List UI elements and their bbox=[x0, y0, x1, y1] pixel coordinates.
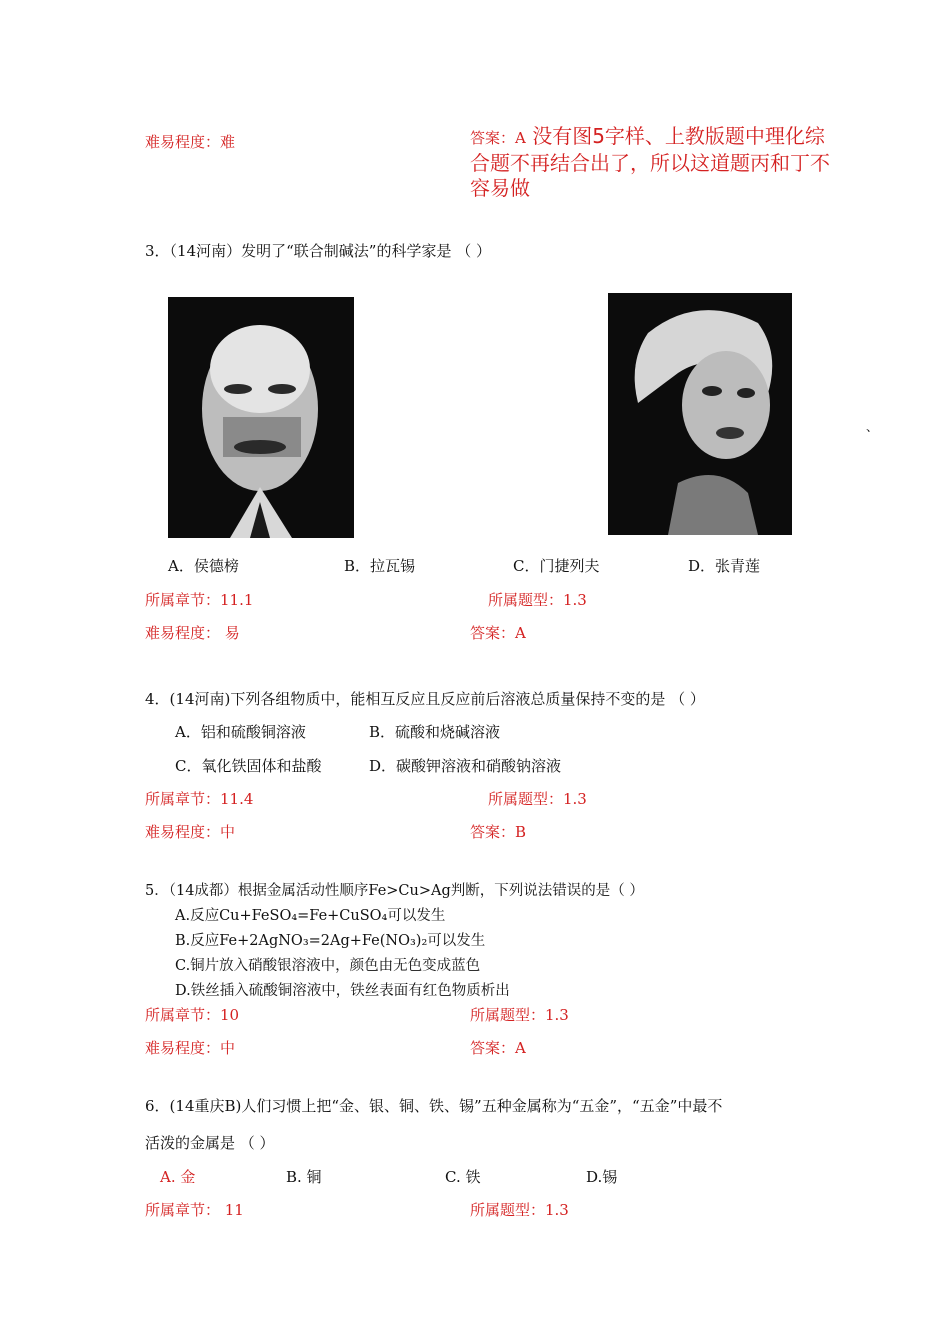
q2-difficulty: 难易程度：难 bbox=[145, 133, 236, 151]
stray-mark: 、 bbox=[866, 420, 879, 434]
q3-option-d: D．张青莲 bbox=[688, 557, 761, 575]
q6-type: 所属题型：1.3 bbox=[470, 1201, 569, 1219]
q6-option-c: C. 铁 bbox=[445, 1168, 481, 1186]
q5-difficulty: 难易程度：中 bbox=[145, 1039, 236, 1057]
portrait-photo-left bbox=[168, 297, 354, 538]
q6-chapter: 所属章节： 11 bbox=[145, 1201, 244, 1219]
q6-stem-line1: 6．(14重庆B)人们习惯上把“金、银、铜、铁、锡”五种金属称为“五金”，“五金”中最不 bbox=[145, 1097, 723, 1115]
q3-option-c: C．门捷列夫 bbox=[513, 557, 600, 575]
q5-answer: 答案：A bbox=[470, 1039, 526, 1057]
q4-difficulty: 难易程度：中 bbox=[145, 823, 236, 841]
q3-difficulty: 难易程度： 易 bbox=[145, 624, 240, 642]
portrait-photo-right bbox=[608, 293, 792, 535]
q4-stem: 4．(14河南)下列各组物质中，能相互反应且反应前后溶液总质量保持不变的是 （ ） bbox=[145, 690, 705, 708]
q5-type: 所属题型：1.3 bbox=[470, 1006, 569, 1024]
q4-chapter: 所属章节：11.4 bbox=[145, 790, 254, 808]
q5-chapter: 所属章节：10 bbox=[145, 1006, 240, 1024]
q3-answer: 答案：A bbox=[470, 624, 526, 642]
q3-option-b: B．拉瓦锡 bbox=[344, 557, 416, 575]
q5-stem: 5．（14成都）根据金属活动性顺序Fe>Cu>Ag判断，下列说法错误的是（ ） bbox=[145, 883, 644, 899]
q4-option-d: D．碳酸钾溶液和硝酸钠溶液 bbox=[369, 757, 562, 775]
q6-stem-line2: 活泼的金属是 （ ） bbox=[145, 1134, 275, 1152]
q3-type: 所属题型：1.3 bbox=[488, 591, 587, 609]
q2-answer-note bbox=[470, 124, 830, 201]
q5-option-d: D.铁丝插入硫酸铜溶液中，铁丝表面有红色物质析出 bbox=[175, 983, 510, 999]
q6-option-b: B. 铜 bbox=[286, 1168, 322, 1186]
q5-option-c: C.铜片放入硝酸银溶液中，颜色由无色变成蓝色 bbox=[175, 958, 481, 974]
q6-option-a: A. 金 bbox=[160, 1168, 196, 1186]
q5-option-a: A.反应Cu+FeSO₄=Fe+CuSO₄可以发生 bbox=[175, 908, 446, 924]
q2-answer: 答案：A bbox=[470, 129, 526, 147]
q4-option-a: A．铝和硫酸铜溶液 bbox=[175, 723, 306, 741]
q4-option-b: B．硫酸和烧碱溶液 bbox=[369, 723, 501, 741]
q4-type: 所属题型：1.3 bbox=[488, 790, 587, 808]
q3-option-a: A．侯德榜 bbox=[168, 557, 239, 575]
q6-option-d: D.锡 bbox=[586, 1168, 618, 1186]
q4-answer: 答案：B bbox=[470, 823, 527, 841]
q2-note: 没有图5字样、上教版题中理化综合题不再结合出了，所以这道题丙和丁不容易做 bbox=[470, 124, 830, 200]
q3-stem: 3．（14河南）发明了“联合制碱法”的科学家是 （ ） bbox=[145, 242, 492, 260]
q3-chapter: 所属章节：11.1 bbox=[145, 591, 254, 609]
q5-option-b: B.反应Fe+2AgNO₃=2Ag+Fe(NO₃)₂可以发生 bbox=[175, 933, 486, 949]
q4-option-c: C．氧化铁固体和盐酸 bbox=[175, 757, 322, 775]
